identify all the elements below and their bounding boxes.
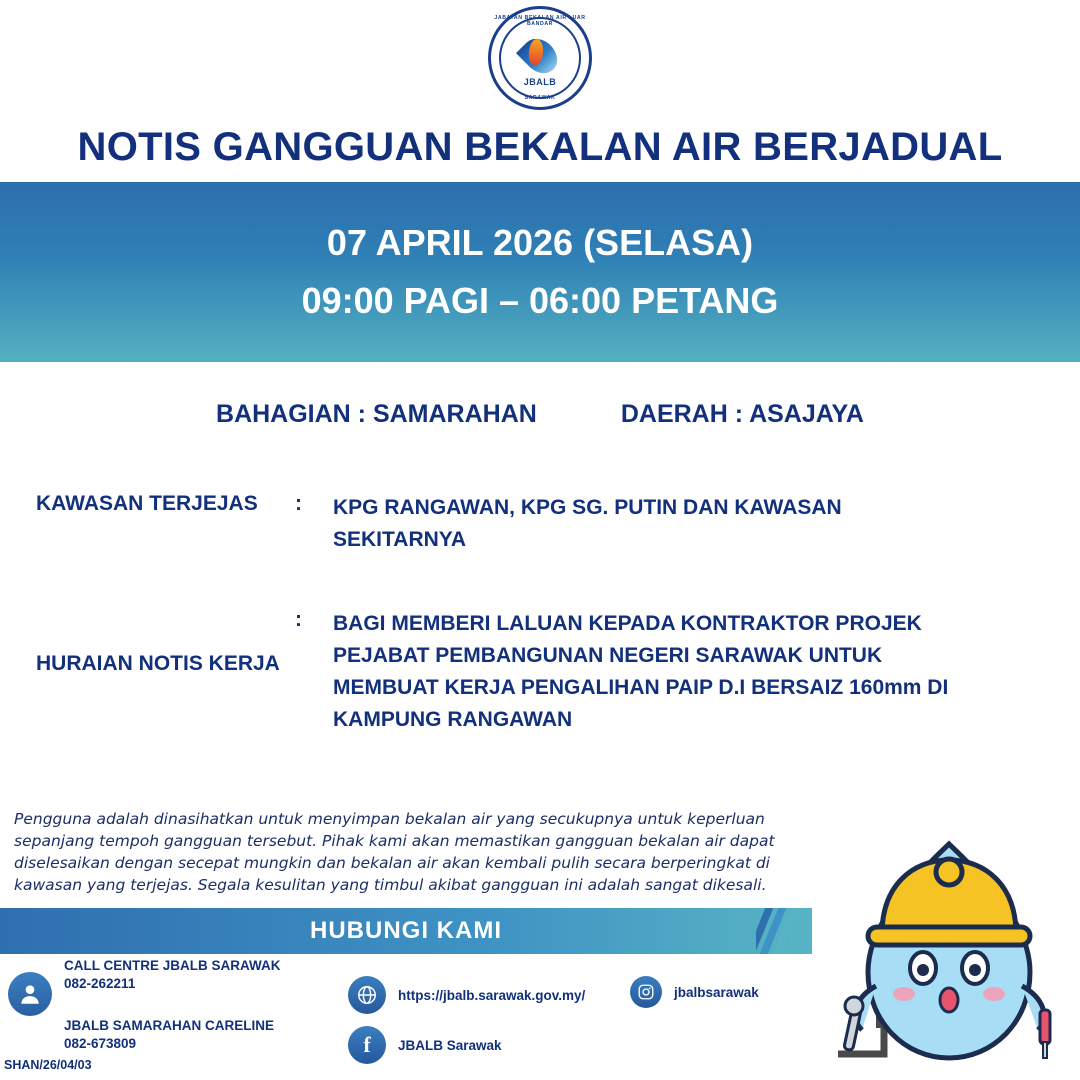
- screwdriver-icon: [1040, 1010, 1050, 1058]
- reference-code: SHAN/26/04/03: [4, 1058, 92, 1072]
- district-label: DAERAH : ASAJAYA: [620, 400, 864, 428]
- facebook-handle[interactable]: JBALB Sarawak: [398, 1037, 502, 1053]
- website-row[interactable]: [348, 976, 585, 1014]
- careline-block: [64, 1018, 274, 1051]
- website-url[interactable]: https://jbalb.sarawak.gov.my/: [398, 987, 586, 1003]
- logo-container: [0, 6, 1080, 110]
- careline-number[interactable]: 082-673809: [64, 1036, 137, 1051]
- call-centre-block: [64, 958, 281, 991]
- affected-area-label: KAWASAN TERJEJAS: [36, 492, 258, 515]
- notice-time: 09:00 PAGI – 06:00 PETANG: [301, 280, 779, 321]
- facebook-row[interactable]: [348, 1026, 502, 1064]
- jbalb-logo: [488, 6, 592, 110]
- logo-abbr: JBALB: [523, 77, 557, 87]
- band-slash-decoration: [756, 908, 826, 954]
- page-title: NOTIS GANGGUAN BEKALAN AIR BERJADUAL: [77, 125, 1003, 169]
- careline-label: JBALB SAMARAHAN CARELINE: [64, 1018, 275, 1033]
- affected-area-colon: :: [295, 492, 302, 515]
- person-icon: [8, 972, 52, 1016]
- advisory-text: Pengguna adalah dinasihatkan untuk menyimpan bekalan air yang secukupnya untuk keperluan sepanjang tempoh gangguan tersebut. Pihak kami akan memastikan gangguan bekalan air dapat diselesaikan dengan secepat mungkin dan bekalan air akan kembali pulih secara berperingkat di kawasan yang terjejas. Segala kesulitan yang timbul akibat gangguan ini adalah sangat dikesali.: [14, 810, 775, 894]
- mascot-mouth: [940, 988, 958, 1012]
- instagram-handle[interactable]: jbalbsarawak: [674, 984, 759, 1000]
- facebook-icon: f: [348, 1026, 386, 1064]
- contact-band: [0, 908, 812, 954]
- division-label: BAHAGIAN : SAMARAHAN: [216, 400, 537, 428]
- work-description-colon: :: [295, 608, 302, 631]
- contact-details: [0, 958, 812, 1068]
- globe-icon: [348, 976, 386, 1014]
- call-centre-label: CALL CENTRE JBALB SARAWAK: [64, 958, 281, 973]
- call-centre-number[interactable]: 082-262211: [64, 976, 136, 991]
- instagram-row[interactable]: [630, 976, 759, 1008]
- work-description-value: BAGI MEMBERI LALUAN KEPADA KONTRAKTOR PROJEK PEJABAT PEMBANGUNAN NEGERI SARAWAK UNTUK MEMBUAT KERJA PENGALIHAN PAIP D.I BERSAIZ 160mm DI KAMPUNG RANGAWAN: [333, 612, 949, 731]
- notice-date: 07 APRIL 2026 (SELASA): [326, 222, 754, 263]
- region-row: [0, 400, 1080, 429]
- instagram-icon: [630, 976, 662, 1008]
- affected-area-value: KPG RANGAWAN, KPG SG. PUTIN DAN KAWASAN SEKITARNYA: [333, 496, 842, 551]
- affected-area-row: [0, 492, 1080, 556]
- water-droplet-mascot: [824, 786, 1074, 1076]
- logo-top-text: JABATAN BEKALAN AIR LUAR BANDAR: [494, 15, 586, 27]
- work-description-row: [0, 608, 1080, 736]
- work-description-label: HURAIAN NOTIS KERJA: [36, 652, 280, 675]
- date-time-band: [0, 182, 1080, 362]
- contact-band-title: HUBUNGI KAMI: [310, 917, 502, 944]
- logo-bottom-text: SARAWAK: [524, 95, 556, 101]
